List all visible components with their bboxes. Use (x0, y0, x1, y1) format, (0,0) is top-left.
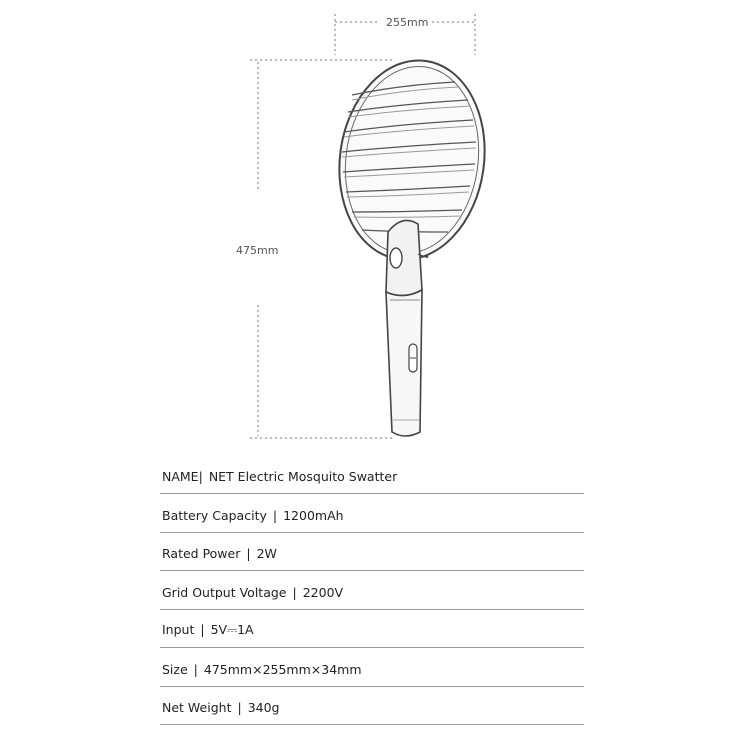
spec-row-power (160, 533, 584, 572)
spec-row-voltage (160, 571, 584, 610)
spec-label: Rated Power (162, 546, 241, 561)
spec-value: 475mm×255mm×34mm (203, 661, 362, 677)
spec-value: 340g (247, 700, 280, 715)
spec-separator: | (246, 546, 251, 561)
spec-label: NAME (162, 469, 199, 484)
width-dimension-label: 255mm (386, 16, 429, 29)
spec-value: 2200V (302, 584, 344, 600)
spec-value: 2W (256, 546, 277, 561)
height-dimension-label: 475mm (236, 244, 279, 257)
spec-label: Net Weight (162, 700, 232, 715)
spec-label: Battery Capacity (162, 507, 267, 523)
spec-separator: | (193, 661, 198, 677)
spec-separator: | (292, 584, 297, 600)
spec-row-battery (160, 494, 584, 533)
spec-value: 1200mAh (283, 507, 344, 523)
spec-table (160, 459, 584, 725)
spec-row-size (160, 648, 584, 687)
spec-value: NET Electric Mosquito Swatter (208, 469, 398, 484)
spec-label: Input (162, 622, 195, 637)
spec-row-input (160, 610, 584, 649)
racket-handle (386, 290, 422, 436)
spec-value: 5V⎓1A (210, 622, 254, 637)
spec-row-name (160, 459, 584, 494)
spec-separator: | (237, 700, 242, 715)
spec-label: Grid Output Voltage (162, 584, 287, 600)
spec-row-weight (160, 687, 584, 726)
spec-separator: | (198, 469, 203, 484)
spec-separator: | (272, 507, 278, 523)
spec-label: Size (162, 661, 188, 677)
spec-separator: | (200, 622, 205, 637)
